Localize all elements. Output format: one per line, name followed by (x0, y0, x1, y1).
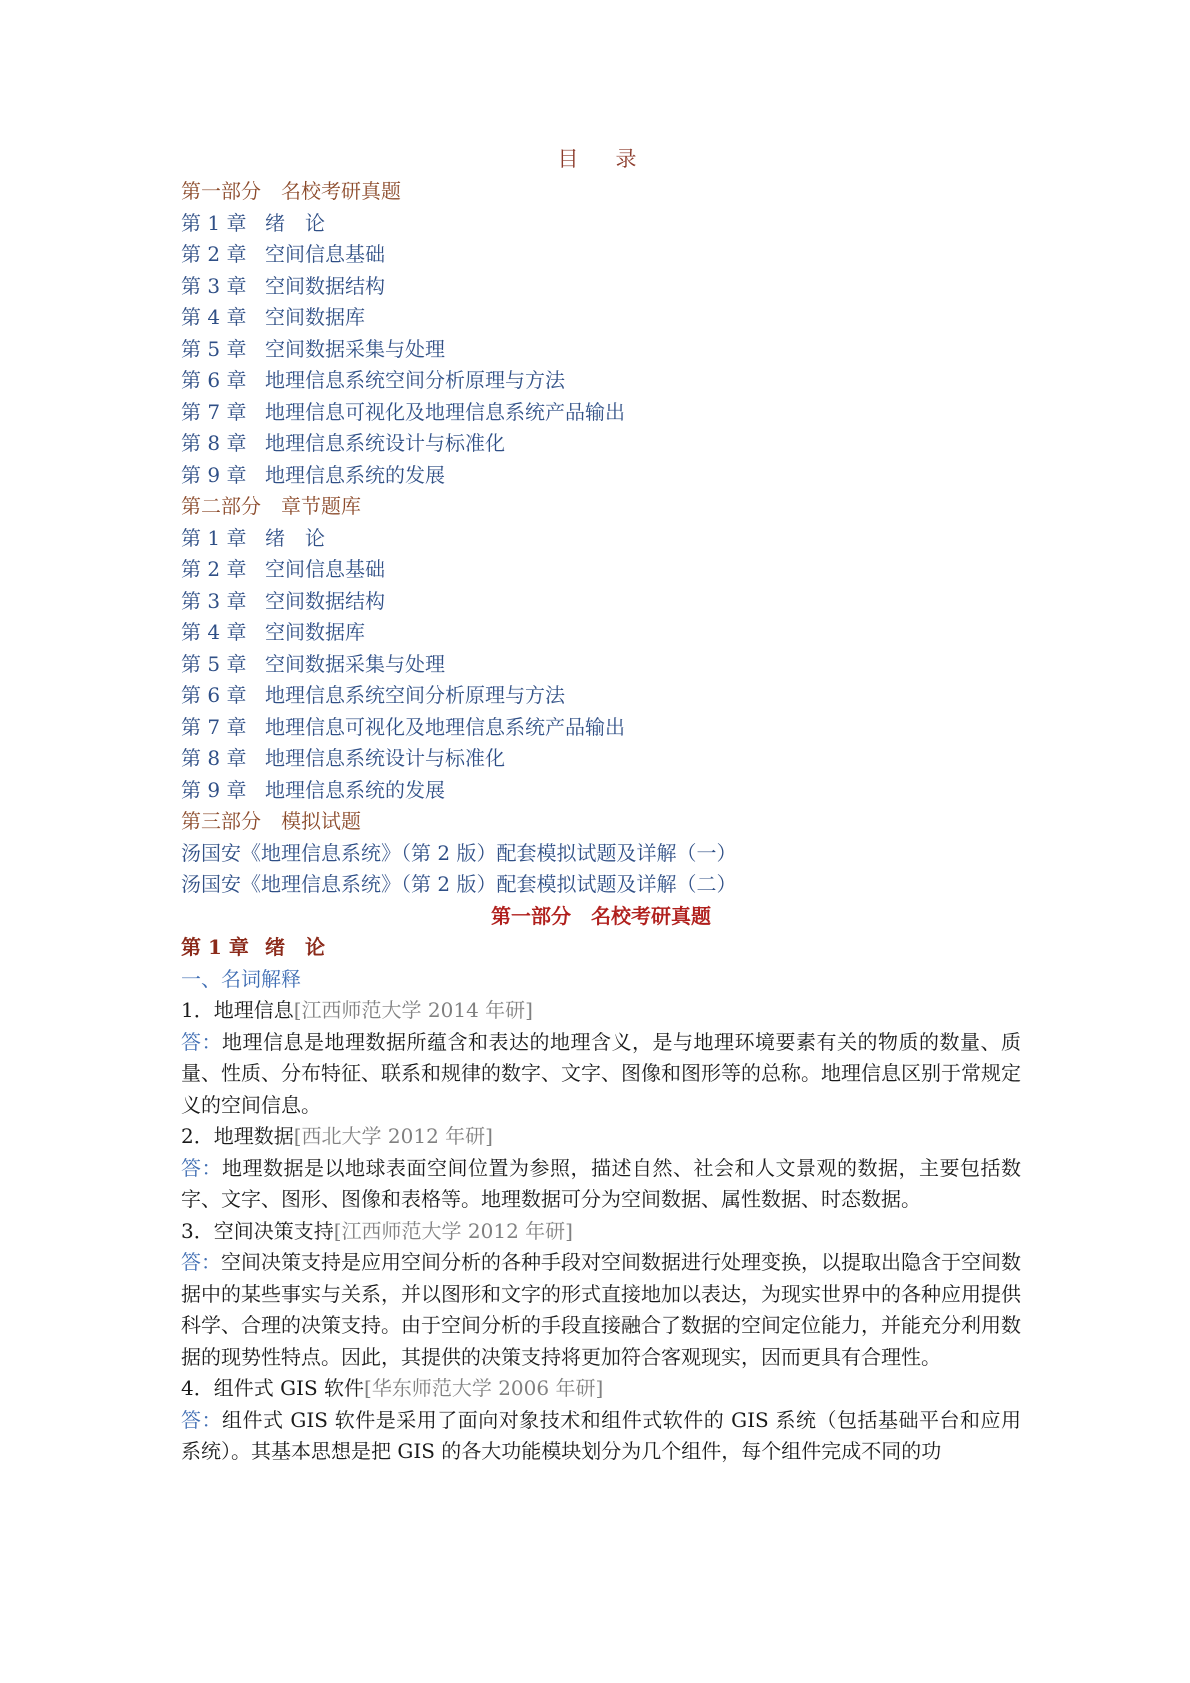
term-label: 4．组件式 GIS 软件 (181, 1376, 365, 1400)
toc-chapter-num: 第 8 章 (181, 431, 247, 455)
answer-paragraph (181, 1405, 1021, 1468)
answer-text: 空间决策支持是应用空间分析的各种手段对空间数据进行处理变换，以提取出隐含于空间数据中的某些事实与关系，并以图形和文字的形式直接地加以表达，为现实世界中的各种应用提供科学、合理的决策支持。由于空间分析的手段直接融合了数据的空间定位能力，并能充分利用数据的现势性特点。因此，其提供的决策支持将更加符合客观现实，因而更具有合理性。 (181, 1250, 1021, 1369)
toc-chapter-title: 空间数据采集与处理 (265, 651, 445, 676)
answer-text: 地理信息是地理数据所蕴含和表达的地理含义，是与地理环境要素有关的物质的数量、质量、性质、分布特征、联系和规律的数字、文字、图像和图形等的总称。地理信息区别于常规定义的空间信息。 (181, 1029, 1021, 1117)
toc-chapter-title: 汤国安《地理信息系统》（第 2 版）配套模拟试题及详解（一） (181, 840, 737, 865)
toc-entry[interactable] (181, 365, 1021, 397)
toc-chapter-title: 地理信息可视化及地理信息系统产品输出 (265, 399, 625, 424)
toc-entry[interactable] (181, 649, 1021, 681)
toc-chapter-num: 第 6 章 (181, 368, 247, 392)
term-label: 2．地理数据 (181, 1124, 294, 1148)
toc-chapter-num: 第 5 章 (181, 651, 247, 676)
toc-entry[interactable] (181, 460, 1021, 492)
toc-chapter-num: 第 1 章 (181, 210, 247, 235)
toc-part-1[interactable]: 第一部分 名校考研真题 (181, 179, 401, 203)
answer-paragraph (181, 1247, 1021, 1373)
toc-chapter-num: 第 4 章 (181, 305, 247, 329)
toc-chapter-num: 第 5 章 (181, 336, 247, 361)
toc-entry[interactable] (181, 334, 1021, 366)
toc-chapter-num: 第 7 章 (181, 714, 247, 739)
toc-entry[interactable] (181, 302, 1021, 334)
answer-label: 答： (181, 1250, 221, 1274)
toc-chapter-title: 绪 论 (265, 525, 325, 550)
toc-chapter-title: 地理信息可视化及地理信息系统产品输出 (265, 714, 625, 739)
toc-entry[interactable] (181, 838, 1021, 870)
question-term (181, 1373, 1021, 1405)
toc-chapter-title: 空间信息基础 (265, 242, 385, 266)
content-column (181, 142, 1021, 1468)
toc-part-2[interactable]: 第二部分 章节题库 (181, 494, 361, 518)
toc-chapter-title: 地理信息系统设计与标准化 (265, 431, 505, 455)
toc-entry[interactable] (181, 208, 1021, 240)
question-term (181, 1216, 1021, 1248)
toc-entry[interactable] (181, 680, 1021, 712)
toc-chapter-title: 空间信息基础 (265, 557, 385, 581)
toc-entry[interactable] (181, 397, 1021, 429)
toc-chapter-title: 空间数据采集与处理 (265, 336, 445, 361)
toc-entry[interactable] (181, 586, 1021, 618)
chapter-title: 绪 论 (265, 935, 325, 959)
term-source: [江西师范大学 2012 年研] (333, 1218, 573, 1243)
subsection-heading: 一、名词解释 (181, 966, 301, 991)
answer-label: 答： (181, 1155, 222, 1180)
answer-label: 答： (181, 1029, 222, 1054)
answer-paragraph (181, 1027, 1021, 1122)
toc-chapter-title: 绪 论 (265, 210, 325, 235)
answer-label: 答： (181, 1407, 222, 1432)
toc-chapter-num: 第 7 章 (181, 399, 247, 424)
toc-chapter-num: 第 1 章 (181, 525, 247, 550)
toc-chapter-title: 空间数据结构 (265, 273, 385, 298)
answer-text: 地理数据是以地球表面空间位置为参照，描述自然、社会和人文景观的数据，主要包括数字、文字、图形、图像和表格等。地理数据可分为空间数据、属性数据、时态数据。 (181, 1155, 1021, 1211)
toc-chapter-title: 汤国安《地理信息系统》（第 2 版）配套模拟试题及详解（二） (181, 872, 737, 896)
term-source: [华东师范大学 2006 年研] (364, 1376, 604, 1400)
toc-entry[interactable] (181, 869, 1021, 901)
toc-chapter-num: 第 3 章 (181, 273, 247, 298)
toc-entry[interactable] (181, 523, 1021, 555)
toc-title: 目 录 (557, 147, 645, 171)
toc-chapter-num: 第 2 章 (181, 242, 247, 266)
toc-chapter-num: 第 4 章 (181, 620, 247, 644)
toc-chapter-title: 地理信息系统设计与标准化 (265, 746, 505, 770)
toc-chapter-num: 第 2 章 (181, 557, 247, 581)
term-source: [江西师范大学 2014 年研] (293, 998, 533, 1022)
toc-entry[interactable] (181, 239, 1021, 271)
question-term (181, 1121, 1021, 1153)
toc-chapter-title: 地理信息系统空间分析原理与方法 (265, 683, 565, 707)
toc-chapter-title: 地理信息系统的发展 (265, 777, 445, 802)
toc-chapter-num: 第 6 章 (181, 683, 247, 707)
toc-chapter-title: 地理信息系统空间分析原理与方法 (265, 368, 565, 392)
chapter-heading (181, 932, 1021, 964)
toc-entry[interactable] (181, 712, 1021, 744)
toc-chapter-title: 地理信息系统的发展 (265, 462, 445, 487)
toc-entry[interactable] (181, 554, 1021, 586)
question-term (181, 995, 1021, 1027)
toc-entry[interactable] (181, 617, 1021, 649)
answer-text: 组件式 GIS 软件是采用了面向对象技术和组件式软件的 GIS 系统（包括基础平台和应用系统）。其基本思想是把 GIS 的各大功能模块划分为几个组件，每个组件完成不同的功 (181, 1407, 1021, 1463)
toc-entry[interactable] (181, 271, 1021, 303)
toc-entry[interactable] (181, 428, 1021, 460)
chapter-num: 第 1 章 (181, 935, 249, 959)
toc-chapter-title: 空间数据库 (265, 305, 365, 329)
toc-part-3[interactable]: 第三部分 模拟试题 (181, 809, 361, 833)
term-label: 3．空间决策支持 (181, 1218, 334, 1243)
toc-chapter-num: 第 9 章 (181, 777, 247, 802)
term-source: [西北大学 2012 年研] (293, 1124, 493, 1148)
toc-chapter-num: 第 3 章 (181, 588, 247, 613)
toc-entry[interactable] (181, 743, 1021, 775)
section-title: 第一部分 名校考研真题 (491, 903, 711, 928)
toc-chapter-title: 空间数据库 (265, 620, 365, 644)
toc-chapter-num: 第 9 章 (181, 462, 247, 487)
toc-chapter-num: 第 8 章 (181, 746, 247, 770)
toc-chapter-title: 空间数据结构 (265, 588, 385, 613)
toc-entry[interactable] (181, 775, 1021, 807)
answer-paragraph (181, 1153, 1021, 1216)
term-label: 1．地理信息 (181, 998, 294, 1022)
